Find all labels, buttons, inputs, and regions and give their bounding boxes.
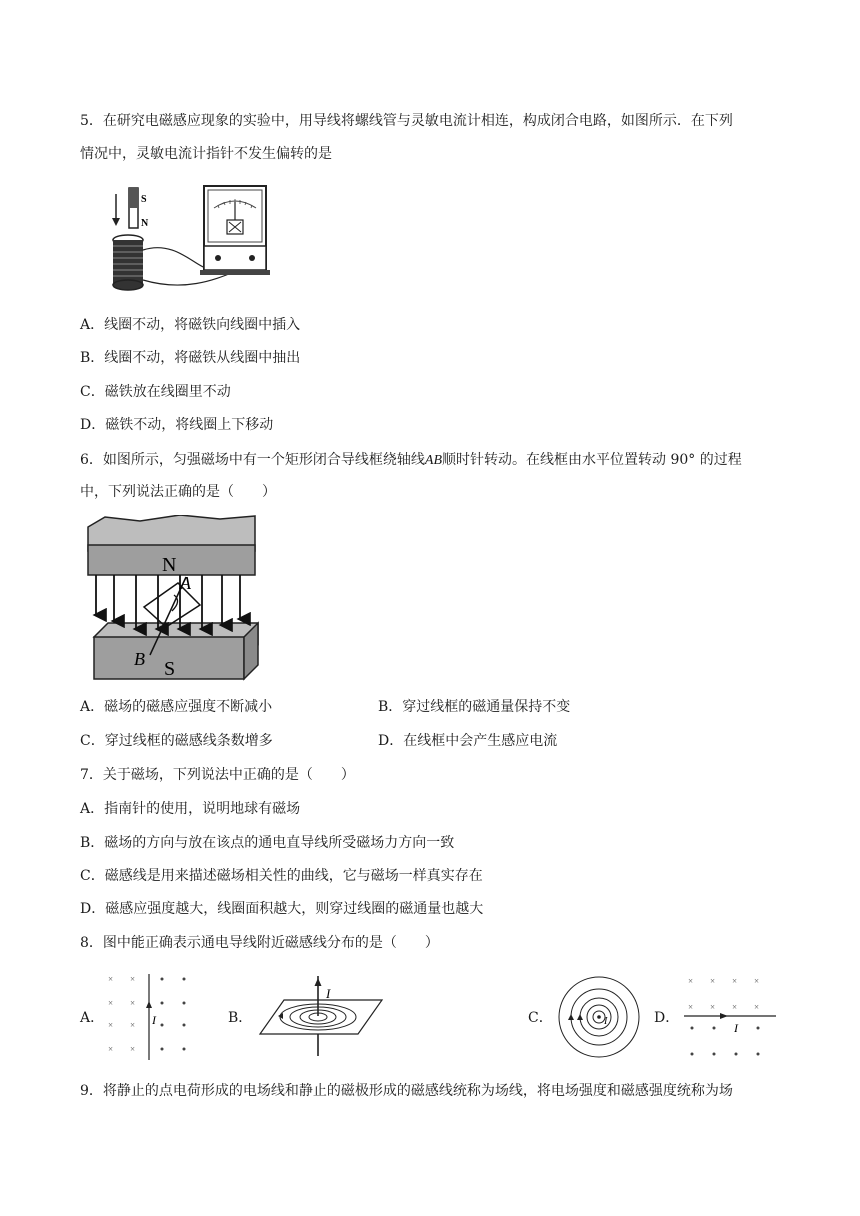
q6-option-b: B．穿过线框的磁通量保持不变 <box>378 699 571 715</box>
q5-stem-line1: 5．在研究电磁感应现象的实验中，用导线将螺线管与灵敏电流计相连，构成闭合电路，如图所示．在下列 <box>80 113 733 129</box>
svg-text:×: × <box>108 1020 114 1030</box>
q7-option-a: A．指南针的使用，说明地球有磁场 <box>80 801 301 817</box>
q8-label-d: D． <box>654 1010 680 1026</box>
q6-option-a: A．磁场的磁感应强度不断减小 <box>80 699 273 715</box>
current-label: I <box>326 986 331 1001</box>
svg-text:×: × <box>130 1044 136 1054</box>
q5-option-b: B．线圈不动，将磁铁从线圈中抽出 <box>80 350 301 366</box>
q7-option-d: D．磁感应强度越大，线圈面积越大，则穿过线圈的磁通量也越大 <box>80 901 484 917</box>
field-arrow-icon-2 <box>577 1014 583 1020</box>
svg-text:×: × <box>130 998 136 1008</box>
q7-stem: 7．关于磁场，下列说法中正确的是（ ） <box>80 767 355 783</box>
q8-label-b: B． <box>228 1010 253 1026</box>
terminal-left <box>215 255 221 261</box>
svg-text:×: × <box>732 976 738 986</box>
current-label: I <box>152 1013 156 1027</box>
svg-text:×: × <box>710 1002 716 1012</box>
q5-option-d: D．磁铁不动，将线圈上下移动 <box>80 417 274 433</box>
field-lines <box>96 575 240 629</box>
field-arrow-icon <box>568 1014 574 1020</box>
dot-marks <box>161 978 186 1051</box>
svg-text:×: × <box>754 976 760 986</box>
q6-stem-line2: 中，下列说法正确的是（ ） <box>80 484 276 500</box>
q5-option-a: A．线圈不动，将磁铁向线圈中插入 <box>80 317 301 333</box>
plane <box>260 1000 382 1034</box>
q8-label-a: A． <box>80 1010 105 1026</box>
current-arrow-icon <box>315 978 322 986</box>
axis-label-b: B <box>134 649 145 669</box>
svg-text:×: × <box>710 976 716 986</box>
svg-text:×: × <box>732 1002 738 1012</box>
coil-body <box>113 240 143 285</box>
current-dot <box>597 1015 601 1019</box>
q8-option-b-figure <box>256 972 386 1060</box>
axis-label-a: A <box>180 573 191 593</box>
current-arrow-icon <box>720 1013 728 1019</box>
q7-option-b: B．磁场的方向与放在该点的通电直导线所受磁场力方向一致 <box>80 835 455 851</box>
svg-text:×: × <box>108 998 114 1008</box>
down-arrow-icon <box>112 218 120 226</box>
svg-text:×: × <box>108 1044 114 1054</box>
q6-option-c: C．穿过线框的磁感线条数增多 <box>80 733 273 749</box>
q8-option-c-figure <box>556 974 642 1060</box>
q6-figure-magnetic-field <box>80 515 262 685</box>
svg-text:×: × <box>688 976 694 986</box>
magnet-s-label: S <box>141 194 147 205</box>
rectangular-frame <box>144 583 200 627</box>
svg-text:×: × <box>108 974 114 984</box>
cross-marks <box>108 974 135 1054</box>
current-label: I <box>734 1021 738 1035</box>
q6-stem-line1: 6．如图所示，匀强磁场中有一个矩形闭合导线框绕轴线AB顺时针转动。在线框由水平位置转动 90° 的过程 <box>80 452 742 468</box>
cross-marks <box>688 976 759 1012</box>
svg-text:×: × <box>130 974 136 984</box>
current-label: I <box>604 1016 608 1027</box>
q7-option-c: C．磁感线是用来描述磁场相关性的曲线，它与磁场一样真实存在 <box>80 868 483 884</box>
q8-label-c: C． <box>528 1010 553 1026</box>
q5-figure-galvanometer-solenoid <box>104 180 284 300</box>
n-pole-label: N <box>162 554 177 576</box>
svg-text:×: × <box>688 1002 694 1012</box>
svg-text:×: × <box>130 1020 136 1030</box>
q9-stem-line1: 9．将静止的点电荷形成的电场线和静止的磁极形成的磁感线统称为场线，将电场强度和磁感强度统称为场 <box>80 1083 733 1099</box>
bar-magnet-s-pole <box>129 188 138 208</box>
q6-option-d: D．在线框中会产生感应电流 <box>378 733 558 749</box>
current-arrow-icon <box>146 1001 152 1008</box>
q5-stem-line2: 情况中，灵敏电流计指针不发生偏转的是 <box>80 146 332 162</box>
svg-text:×: × <box>754 1002 760 1012</box>
terminal-right <box>249 255 255 261</box>
q8-option-d-figure <box>682 970 778 1062</box>
magnet-n-label: N <box>141 218 149 229</box>
q5-option-c: C．磁铁放在线圈里不动 <box>80 384 231 400</box>
wire-1 <box>143 248 206 268</box>
q8-stem: 8．图中能正确表示通电导线附近磁感线分布的是（ ） <box>80 935 439 951</box>
q8-option-a-figure <box>100 968 200 1066</box>
dot-marks <box>691 1027 760 1056</box>
s-pole-label: S <box>164 658 176 680</box>
